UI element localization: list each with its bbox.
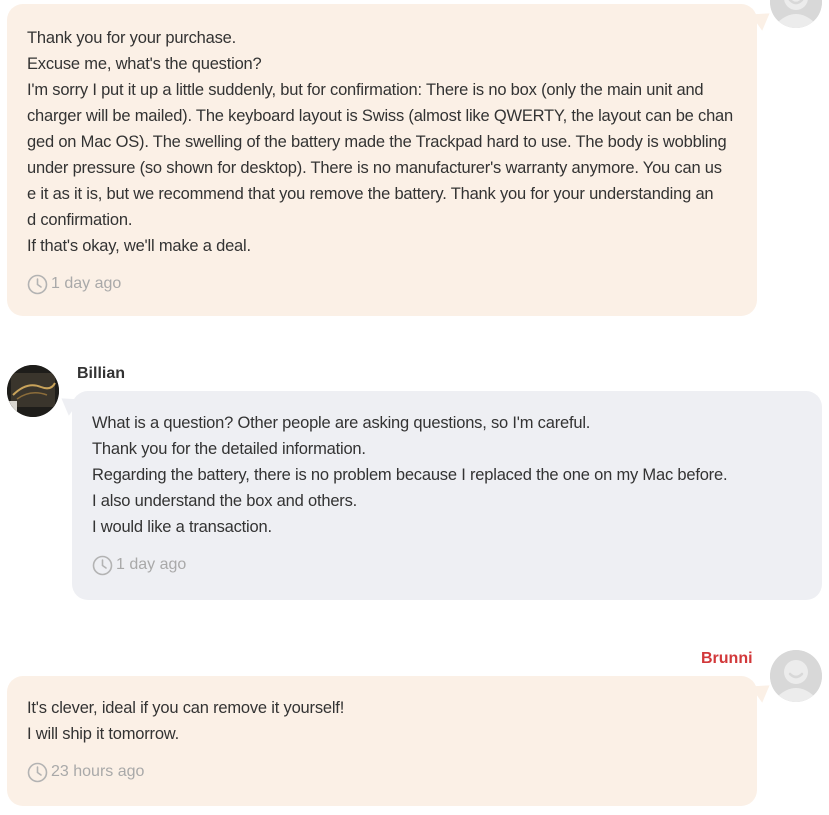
message-line: charger will be mailed). The keyboard layout is Swiss (almost like QWERTY, the layout can be chan xyxy=(27,107,734,125)
message-line: d confirmation. xyxy=(27,211,133,229)
message-line: What is a question? Other people are asking questions, so I'm careful. xyxy=(92,414,591,432)
seller-avatar[interactable] xyxy=(770,650,822,702)
timestamp-text: 23 hours ago xyxy=(51,763,145,780)
message-bubble xyxy=(7,676,757,806)
profile-photo-icon xyxy=(7,365,59,417)
message-line: Thank you for your purchase. xyxy=(27,29,237,47)
timestamp-text: 1 day ago xyxy=(51,275,122,292)
message-line: It's clever, ideal if you can remove it yourself! xyxy=(27,699,345,717)
message-line: If that's okay, we'll make a deal. xyxy=(27,237,251,255)
clock-icon xyxy=(27,762,48,783)
user-silhouette-icon xyxy=(770,0,822,28)
message-line: under pressure (so shown for desktop). There is no manufacturer's warranty anymore. You can us xyxy=(27,159,722,177)
message-line: I will ship it tomorrow. xyxy=(27,725,179,743)
message-bubble xyxy=(7,4,757,316)
buyer-avatar[interactable] xyxy=(7,365,59,417)
message-line: I would like a transaction. xyxy=(92,518,272,536)
message-timestamp xyxy=(92,554,802,576)
message-line: Thank you for the detailed information. xyxy=(92,440,366,458)
message-bubble xyxy=(72,391,822,600)
message-line: I'm sorry I put it up a little suddenly, but for confirmation: There is no box (only the main unit and xyxy=(27,81,704,99)
seller-avatar[interactable] xyxy=(770,0,822,28)
bubble-tail xyxy=(56,390,81,416)
message-line: Excuse me, what's the question? xyxy=(27,55,262,73)
clock-icon xyxy=(92,555,113,576)
message-line: Regarding the battery, there is no problem because I replaced the one on my Mac before. xyxy=(92,466,728,484)
message-line: e it as it is, but we recommend that you remove the battery. Thank you for your understanding an xyxy=(27,185,714,203)
sender-name[interactable]: Brunni xyxy=(701,650,753,667)
sender-name[interactable]: Billian xyxy=(77,365,126,382)
message-timestamp xyxy=(27,761,737,783)
message-line: I also understand the box and others. xyxy=(92,492,358,510)
message-timestamp xyxy=(27,273,737,295)
timestamp-text: 1 day ago xyxy=(116,556,187,573)
user-silhouette-icon xyxy=(770,650,822,702)
message-line: ged on Mac OS). The swelling of the battery made the Trackpad hard to use. The body is wobbling xyxy=(27,133,727,151)
clock-icon xyxy=(27,274,48,295)
